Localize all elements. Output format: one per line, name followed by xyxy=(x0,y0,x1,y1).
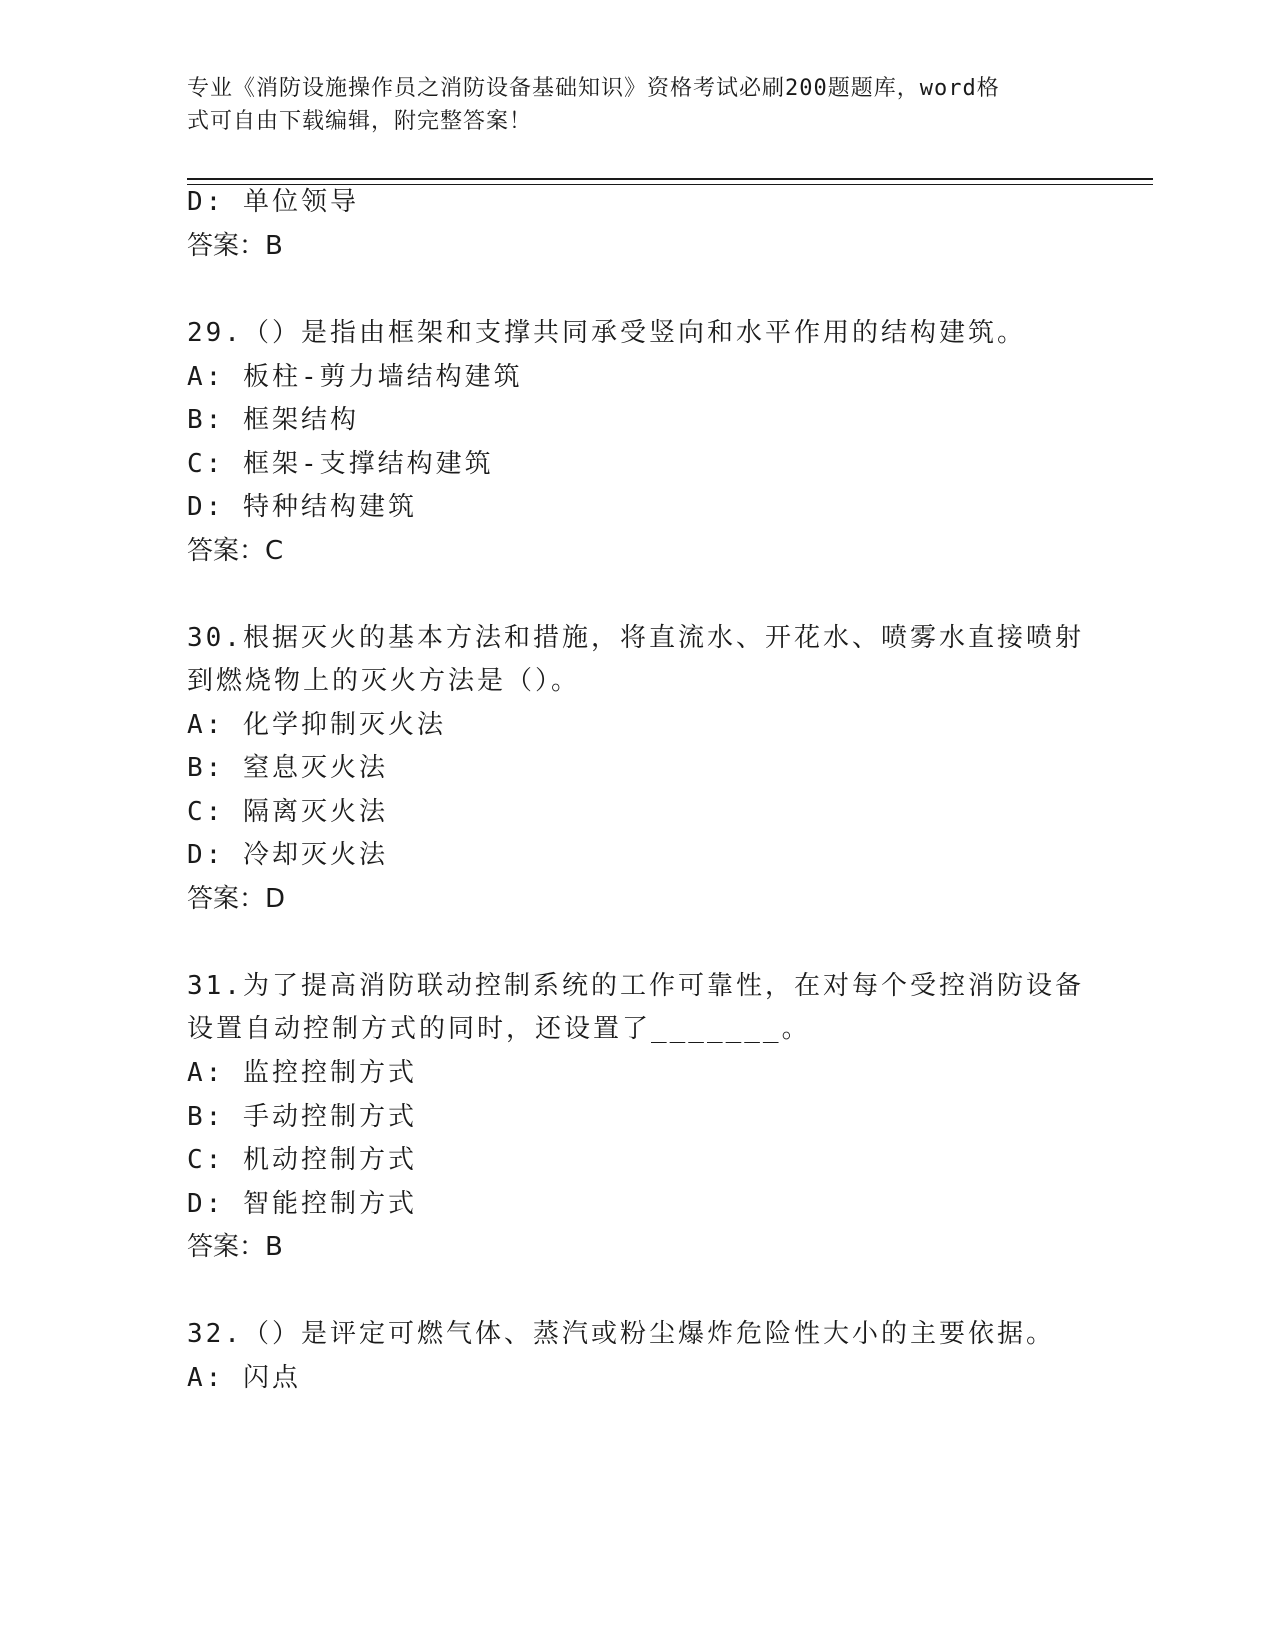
q31-option-b: B: 手动控制方式 xyxy=(187,1102,417,1132)
header-line-2: 式可自由下载编辑，附完整答案！ xyxy=(187,109,533,134)
q30-option-c: C: 隔离灭火法 xyxy=(187,797,388,827)
q30-stem-line-1: 30.根据灭火的基本方法和措施，将直流水、开花水、喷雾水直接喷射 xyxy=(187,623,1084,653)
q29-option-b: B: 框架结构 xyxy=(187,405,359,435)
q31-stem-line-2: 设置自动控制方式的同时，还设置了_______。 xyxy=(187,1014,811,1044)
document-page xyxy=(187,0,1153,1650)
document-header xyxy=(187,72,1067,138)
q29-answer: 答案：C xyxy=(187,536,284,566)
prev-answer: 答案：B xyxy=(187,231,283,261)
q31-stem-line-1: 31.为了提高消防联动控制系统的工作可靠性，在对每个受控消防设备 xyxy=(187,971,1084,1001)
q30-option-a: A: 化学抑制灭火法 xyxy=(187,710,446,740)
header-rule-thick xyxy=(187,178,1153,180)
q31-option-c: C: 机动控制方式 xyxy=(187,1145,417,1175)
q29-option-a: A: 板柱-剪力墙结构建筑 xyxy=(187,362,523,392)
q32-option-a: A: 闪点 xyxy=(187,1363,301,1393)
q30-option-d: D: 冷却灭火法 xyxy=(187,840,388,870)
q31-answer: 答案：B xyxy=(187,1232,283,1262)
q29-option-d: D: 特种结构建筑 xyxy=(187,492,417,522)
q30-answer: 答案：D xyxy=(187,884,286,914)
q31-option-d: D: 智能控制方式 xyxy=(187,1189,417,1219)
q31-option-a: A: 监控控制方式 xyxy=(187,1058,417,1088)
header-line-1: 专业《消防设施操作员之消防设备基础知识》资格考试必刷200题题库，word格 xyxy=(187,76,1000,101)
q29-option-c: C: 框架-支撑结构建筑 xyxy=(187,449,494,479)
q29-stem: 29.（）是指由框架和支撑共同承受竖向和水平作用的结构建筑。 xyxy=(187,318,1026,348)
prev-option-d: D: 单位领导 xyxy=(187,187,359,217)
q30-option-b: B: 窒息灭火法 xyxy=(187,753,388,783)
q30-stem-line-2: 到燃烧物上的灭火方法是（）。 xyxy=(187,666,581,696)
q32-stem: 32.（）是评定可燃气体、蒸汽或粉尘爆炸危险性大小的主要依据。 xyxy=(187,1319,1055,1349)
